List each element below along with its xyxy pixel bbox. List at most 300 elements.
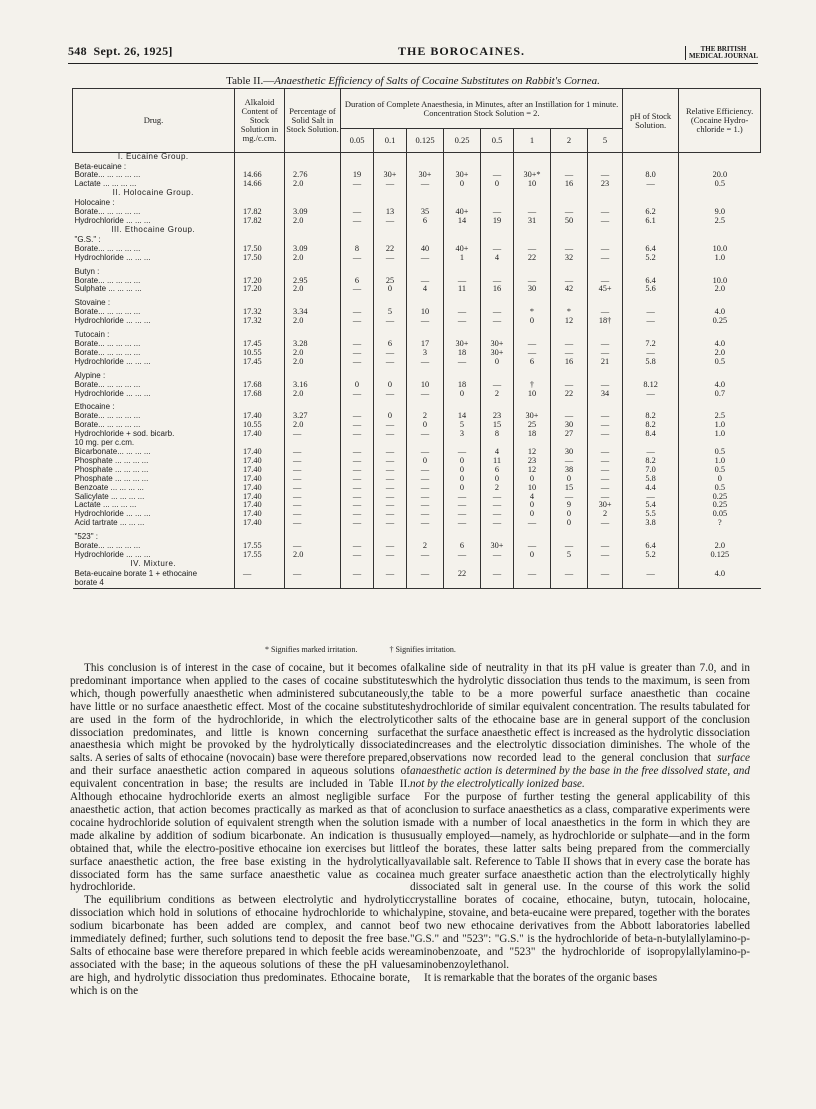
- duration-cell: 30+*: [514, 171, 551, 180]
- duration-cell: —: [588, 171, 623, 180]
- percentage-cell: 2.0: [285, 180, 341, 189]
- efficiency-cell: 1.0: [679, 457, 761, 466]
- duration-cell: 40+: [444, 208, 481, 217]
- percentage-cell: [285, 331, 341, 340]
- duration-cell: [374, 560, 407, 570]
- duration-cell: 0: [551, 519, 588, 528]
- duration-cell: 30+: [374, 171, 407, 180]
- col-header-percentage: Percentage of Solid Salt in Stock Solution.: [285, 89, 341, 153]
- percentage-cell: [285, 236, 341, 245]
- duration-cell: 4: [481, 448, 514, 457]
- drug-cell: Stovaine :: [74, 299, 111, 308]
- duration-cell: —: [407, 475, 444, 484]
- ph-cell: [623, 226, 679, 236]
- drug-cell: Alypine :: [74, 371, 106, 380]
- alkaloid-cell: [235, 163, 285, 172]
- duration-cell: —: [444, 510, 481, 519]
- duration-cell: †: [514, 381, 551, 390]
- duration-cell: —: [341, 466, 374, 475]
- drug-cell: Butyn :: [74, 267, 100, 276]
- efficiency-cell: [679, 299, 761, 308]
- duration-cell: [374, 299, 407, 308]
- efficiency-cell: 4.0: [679, 381, 761, 390]
- percentage-cell: [285, 403, 341, 412]
- col-header-conc: 5: [588, 129, 623, 153]
- duration-cell: [514, 199, 551, 208]
- ph-cell: —: [623, 570, 679, 579]
- duration-cell: —: [588, 277, 623, 286]
- duration-cell: —: [551, 570, 588, 579]
- duration-cell: [444, 163, 481, 172]
- percentage-cell: —: [285, 484, 341, 493]
- duration-cell: —: [588, 457, 623, 466]
- duration-cell: —: [588, 254, 623, 263]
- duration-cell: —: [341, 217, 374, 226]
- ph-cell: 5.8: [623, 475, 679, 484]
- duration-cell: [407, 153, 444, 163]
- alkaloid-cell: 10.55: [235, 421, 285, 430]
- table-row: [73, 412, 761, 421]
- ph-cell: [623, 268, 679, 277]
- duration-cell: —: [588, 475, 623, 484]
- table-row: [73, 493, 761, 502]
- ph-cell: 5.6: [623, 285, 679, 294]
- alkaloid-cell: 17.20: [235, 277, 285, 286]
- duration-cell: [551, 439, 588, 448]
- ph-cell: 8.12: [623, 381, 679, 390]
- duration-cell: [444, 579, 481, 588]
- percentage-cell: 3.09: [285, 245, 341, 254]
- duration-cell: [481, 560, 514, 570]
- duration-cell: 0: [514, 510, 551, 519]
- duration-cell: —: [407, 551, 444, 560]
- group-heading-row: [73, 560, 761, 570]
- duration-cell: [374, 199, 407, 208]
- table-row: [73, 236, 761, 245]
- percentage-cell: —: [285, 542, 341, 551]
- duration-cell: 1: [444, 254, 481, 263]
- ph-cell: 4.4: [623, 484, 679, 493]
- drug-cell: Hydrochloride ... ... ...: [74, 357, 151, 366]
- table-body: [73, 153, 761, 589]
- duration-cell: —: [588, 551, 623, 560]
- duration-cell: —: [374, 510, 407, 519]
- duration-cell: —: [551, 340, 588, 349]
- duration-cell: [341, 560, 374, 570]
- duration-cell: [514, 299, 551, 308]
- alkaloid-cell: [235, 199, 285, 208]
- duration-cell: —: [341, 484, 374, 493]
- data-table: [72, 88, 761, 589]
- table-row: [73, 331, 761, 340]
- running-title: THE BOROCAINES.: [398, 44, 526, 58]
- duration-cell: [514, 331, 551, 340]
- duration-cell: 0: [407, 457, 444, 466]
- duration-cell: [374, 372, 407, 381]
- duration-cell: —: [588, 493, 623, 502]
- duration-cell: —: [374, 475, 407, 484]
- ph-cell: 5.5: [623, 510, 679, 519]
- duration-cell: —: [481, 245, 514, 254]
- col-header-drug: Drug.: [73, 89, 235, 153]
- duration-cell: —: [444, 277, 481, 286]
- duration-cell: [551, 560, 588, 570]
- duration-cell: 16: [551, 180, 588, 189]
- duration-cell: 30+: [481, 349, 514, 358]
- duration-cell: [588, 331, 623, 340]
- percentage-cell: 2.0: [285, 421, 341, 430]
- duration-cell: —: [341, 570, 374, 579]
- duration-cell: [341, 226, 374, 236]
- duration-cell: [374, 533, 407, 542]
- duration-cell: —: [588, 570, 623, 579]
- duration-cell: —: [407, 501, 444, 510]
- text-column-right: [410, 662, 750, 985]
- ph-cell: 7.2: [623, 340, 679, 349]
- efficiency-cell: 10.0: [679, 277, 761, 286]
- duration-cell: —: [407, 519, 444, 528]
- duration-cell: [374, 268, 407, 277]
- table-row: [73, 430, 761, 439]
- drug-cell: Borate... ... ... ... ...: [74, 542, 141, 551]
- duration-cell: [341, 199, 374, 208]
- duration-cell: [341, 439, 374, 448]
- duration-cell: [481, 331, 514, 340]
- duration-cell: [514, 153, 551, 163]
- duration-cell: —: [374, 217, 407, 226]
- duration-cell: —: [407, 390, 444, 399]
- alkaloid-cell: 17.40: [235, 448, 285, 457]
- percentage-cell: [285, 153, 341, 163]
- duration-cell: —: [514, 570, 551, 579]
- page-header: [68, 44, 758, 60]
- duration-cell: —: [481, 570, 514, 579]
- duration-cell: 30+: [514, 412, 551, 421]
- duration-cell: 6: [444, 542, 481, 551]
- duration-cell: [551, 236, 588, 245]
- efficiency-cell: [679, 533, 761, 542]
- ph-cell: —: [623, 349, 679, 358]
- ph-cell: 5.2: [623, 551, 679, 560]
- duration-cell: [514, 533, 551, 542]
- duration-cell: —: [407, 358, 444, 367]
- duration-cell: [407, 299, 444, 308]
- duration-cell: 12: [514, 448, 551, 457]
- duration-cell: 19: [341, 171, 374, 180]
- drug-cell: Holocaine :: [74, 199, 115, 208]
- drug-cell: Lactate ... ... ... ...: [74, 180, 137, 189]
- duration-cell: [374, 579, 407, 588]
- table-row: [73, 439, 761, 448]
- ph-cell: —: [623, 308, 679, 317]
- efficiency-cell: 4.0: [679, 308, 761, 317]
- duration-cell: —: [341, 501, 374, 510]
- ph-cell: 6.4: [623, 245, 679, 254]
- drug-cell: Sulphate ... ... ... ...: [74, 285, 142, 294]
- drug-cell: Borate... ... ... ... ...: [74, 412, 141, 421]
- percentage-cell: [285, 226, 341, 236]
- duration-cell: 5: [444, 421, 481, 430]
- duration-cell: —: [588, 448, 623, 457]
- percentage-cell: —: [285, 519, 341, 528]
- duration-cell: —: [444, 501, 481, 510]
- duration-cell: —: [588, 484, 623, 493]
- duration-cell: [588, 163, 623, 172]
- duration-cell: [514, 163, 551, 172]
- efficiency-cell: 0.5: [679, 358, 761, 367]
- ph-cell: [623, 299, 679, 308]
- alkaloid-cell: 17.40: [235, 519, 285, 528]
- col-header-alkaloid: Alkaloid Content of Stock Solution in mg./c.cm.: [235, 89, 285, 153]
- duration-cell: [341, 299, 374, 308]
- duration-cell: —: [341, 308, 374, 317]
- duration-cell: —: [407, 277, 444, 286]
- efficiency-cell: 4.0: [679, 570, 761, 579]
- duration-cell: [341, 579, 374, 588]
- duration-cell: [407, 163, 444, 172]
- group-heading-row: [73, 189, 761, 199]
- percentage-cell: [285, 560, 341, 570]
- table-row: [73, 403, 761, 412]
- alkaloid-cell: [235, 236, 285, 245]
- alkaloid-cell: 17.50: [235, 245, 285, 254]
- ph-cell: [623, 189, 679, 199]
- duration-cell: [481, 533, 514, 542]
- duration-cell: 5: [551, 551, 588, 560]
- duration-cell: —: [341, 519, 374, 528]
- duration-cell: [551, 331, 588, 340]
- duration-cell: —: [588, 519, 623, 528]
- duration-cell: [588, 372, 623, 381]
- percentage-cell: [285, 189, 341, 199]
- duration-cell: 13: [374, 208, 407, 217]
- table-row: [73, 163, 761, 172]
- drug-cell: Phosphate ... ... ... ...: [74, 456, 149, 465]
- drug-cell: Hydrochloride ... ... ...: [74, 217, 151, 226]
- duration-cell: 6: [407, 217, 444, 226]
- duration-cell: [481, 299, 514, 308]
- table-row: [73, 475, 761, 484]
- efficiency-cell: 10.0: [679, 245, 761, 254]
- efficiency-cell: 0.125: [679, 551, 761, 560]
- table-row: [73, 254, 761, 263]
- paragraph: For the purpose of further testing the general applicability of this conclusion to surface anaesthetics as a class, comparative experiments were made with a number of local anaesthetics in the form in which they are usually employed—namely, as hydrochloride or sulphate—and in the form of the borates, these latter salts being prepared from the commercially available salt. Reference to Table II shows that in every case the borate has a much greater surface anaesthetic action than the electrolytically highly dissociated salt in general use. In the course of this work the solid crystalline borates of cocaine, ethocaine, butyn, tutocain, holocaine, alypine, stovaine, and beta-eucaine were prepared, together with the borates of two new ethocaine derivatives from the Abbott laboratories labelled "G.S." and "523": "G.S." is the hydrochloride of beta-n-butylallylamino-p-aminobenzoate, and "523" the hydrochloride of isopropylallylamino-p-aminobenzoylethanol.: [410, 791, 750, 971]
- percentage-cell: —: [285, 510, 341, 519]
- duration-cell: [588, 439, 623, 448]
- duration-cell: 8: [341, 245, 374, 254]
- efficiency-cell: 1.0: [679, 430, 761, 439]
- table-row: [73, 533, 761, 542]
- alkaloid-cell: 17.40: [235, 457, 285, 466]
- alkaloid-cell: [235, 331, 285, 340]
- ph-cell: 7.0: [623, 466, 679, 475]
- efficiency-cell: 9.0: [679, 208, 761, 217]
- duration-cell: —: [374, 484, 407, 493]
- duration-cell: —: [374, 466, 407, 475]
- duration-cell: 22: [374, 245, 407, 254]
- duration-cell: [588, 153, 623, 163]
- duration-cell: [481, 579, 514, 588]
- duration-cell: [341, 268, 374, 277]
- duration-cell: 21: [588, 358, 623, 367]
- drug-cell: Borate... ... ... ... ...: [74, 340, 141, 348]
- duration-cell: —: [588, 421, 623, 430]
- table-row: [73, 340, 761, 349]
- duration-cell: —: [588, 349, 623, 358]
- paragraph: alkaline side of neutrality in that its pH value is greater than 7.0, and in which the hydrolytic dissociation thus tends to the maximum, is seen from the table to be a more powerful surface anaesthetic than cocaine hydrochloride of similar equivalent concentration. The results tabulated for other salts of the ethocaine base are in general support of the conclusion that the surface anaesthetic effect is increased as the hydrolytic dissociation increases and the electrolytic dissociation diminishes. The whole of the observations now recorded lead to the general conclusion that surface anaesthetic action is determined by the base in the free dissolved state, and not by the electrolytically ionized base.: [410, 662, 750, 791]
- text-column-left: [70, 662, 410, 998]
- duration-cell: 0: [374, 412, 407, 421]
- percentage-cell: 2.0: [285, 317, 341, 326]
- percentage-cell: —: [285, 466, 341, 475]
- table-row: [73, 277, 761, 286]
- duration-cell: —: [551, 381, 588, 390]
- drug-cell: Hydrochloride ... ... ...: [74, 510, 151, 519]
- efficiency-cell: 2.5: [679, 217, 761, 226]
- ph-cell: 8.2: [623, 421, 679, 430]
- duration-cell: [444, 153, 481, 163]
- duration-cell: 10: [407, 308, 444, 317]
- ph-cell: [623, 199, 679, 208]
- footnote-marked-irritation: * Signifies marked irritation.: [265, 645, 358, 654]
- duration-cell: 30+: [481, 340, 514, 349]
- table-row: [73, 519, 761, 528]
- duration-cell: 0: [514, 501, 551, 510]
- duration-cell: —: [514, 208, 551, 217]
- duration-cell: —: [341, 542, 374, 551]
- duration-cell: 30: [551, 448, 588, 457]
- alkaloid-cell: 17.40: [235, 475, 285, 484]
- duration-cell: —: [551, 208, 588, 217]
- duration-cell: —: [374, 390, 407, 399]
- duration-cell: —: [481, 551, 514, 560]
- duration-cell: [588, 189, 623, 199]
- efficiency-cell: [679, 189, 761, 199]
- drug-cell: 10 mg. per c.cm.: [74, 439, 135, 448]
- ph-cell: [623, 236, 679, 245]
- alkaloid-cell: [235, 533, 285, 542]
- drug-cell: Beta-eucaine borate 1 + ethocaine: [74, 569, 198, 578]
- duration-cell: 5: [374, 308, 407, 317]
- efficiency-cell: 0.5: [679, 466, 761, 475]
- duration-cell: 16: [481, 285, 514, 294]
- duration-cell: [551, 199, 588, 208]
- duration-cell: 0: [407, 421, 444, 430]
- alkaloid-cell: 17.40: [235, 466, 285, 475]
- percentage-cell: —: [285, 475, 341, 484]
- drug-cell: Borate... ... ... ... ...: [74, 244, 141, 253]
- ph-cell: 3.8: [623, 519, 679, 528]
- drug-cell: Phosphate ... ... ... ...: [74, 465, 149, 474]
- efficiency-cell: [679, 163, 761, 172]
- ph-cell: 8.2: [623, 457, 679, 466]
- duration-cell: [444, 372, 481, 381]
- duration-cell: [551, 372, 588, 381]
- duration-cell: 0: [514, 551, 551, 560]
- duration-cell: 10: [514, 390, 551, 399]
- drug-cell: Borate... ... ... ... ...: [74, 380, 141, 389]
- ph-cell: —: [623, 390, 679, 399]
- drug-cell: "G.S." :: [74, 235, 101, 244]
- table-row: [73, 180, 761, 189]
- duration-cell: —: [481, 208, 514, 217]
- duration-cell: [341, 331, 374, 340]
- duration-cell: [374, 403, 407, 412]
- percentage-cell: —: [285, 457, 341, 466]
- percentage-cell: 3.34: [285, 308, 341, 317]
- drug-cell: IV. Mixture.: [130, 559, 177, 568]
- duration-cell: —: [341, 457, 374, 466]
- percentage-cell: 2.0: [285, 349, 341, 358]
- duration-cell: [374, 153, 407, 163]
- duration-cell: [407, 236, 444, 245]
- duration-cell: —: [341, 493, 374, 502]
- efficiency-cell: [679, 268, 761, 277]
- duration-cell: —: [444, 358, 481, 367]
- table-row: [73, 579, 761, 588]
- percentage-cell: 3.09: [285, 208, 341, 217]
- emphasis-conclusion: surface anaesthetic action is determined by the base in the free dissolved state, and not by the electrolytically ionized base.: [410, 752, 750, 791]
- duration-cell: —: [481, 308, 514, 317]
- duration-cell: 0: [444, 390, 481, 399]
- duration-cell: 18†: [588, 317, 623, 326]
- duration-cell: 2: [481, 390, 514, 399]
- duration-cell: 23: [514, 457, 551, 466]
- duration-cell: —: [444, 519, 481, 528]
- col-header-duration: Duration of Complete Anaesthesia, in Minutes, after an Instillation for 1 minute. Concentration Stock Solution = 2.: [341, 89, 623, 129]
- duration-cell: —: [374, 358, 407, 367]
- duration-cell: —: [341, 180, 374, 189]
- efficiency-cell: 0.5: [679, 484, 761, 493]
- duration-cell: —: [551, 493, 588, 502]
- duration-cell: [341, 163, 374, 172]
- col-header-ph: pH of Stock Solution.: [623, 89, 679, 153]
- page-number-date: 548 Sept. 26, 1925]: [68, 44, 173, 58]
- drug-cell: Borate... ... ... ... ...: [74, 171, 141, 180]
- ph-cell: [623, 533, 679, 542]
- duration-cell: —: [341, 254, 374, 263]
- table-row: [73, 208, 761, 217]
- duration-cell: [341, 372, 374, 381]
- duration-cell: 11: [481, 457, 514, 466]
- duration-cell: —: [551, 542, 588, 551]
- duration-cell: —: [407, 510, 444, 519]
- duration-cell: [514, 579, 551, 588]
- duration-cell: 31: [514, 217, 551, 226]
- duration-cell: —: [588, 430, 623, 439]
- percentage-cell: 2.76: [285, 171, 341, 180]
- duration-cell: [551, 268, 588, 277]
- duration-cell: [588, 299, 623, 308]
- duration-cell: —: [374, 448, 407, 457]
- alkaloid-cell: 17.40: [235, 484, 285, 493]
- duration-cell: [588, 403, 623, 412]
- duration-cell: 22: [514, 254, 551, 263]
- duration-cell: [514, 268, 551, 277]
- duration-cell: [551, 163, 588, 172]
- duration-cell: [444, 299, 481, 308]
- ph-cell: 5.8: [623, 358, 679, 367]
- duration-cell: [481, 163, 514, 172]
- duration-cell: —: [407, 448, 444, 457]
- duration-cell: [551, 153, 588, 163]
- duration-cell: 45+: [588, 285, 623, 294]
- duration-cell: —: [551, 412, 588, 421]
- duration-cell: —: [481, 317, 514, 326]
- duration-cell: 2: [588, 510, 623, 519]
- duration-cell: 2: [407, 412, 444, 421]
- duration-cell: [407, 579, 444, 588]
